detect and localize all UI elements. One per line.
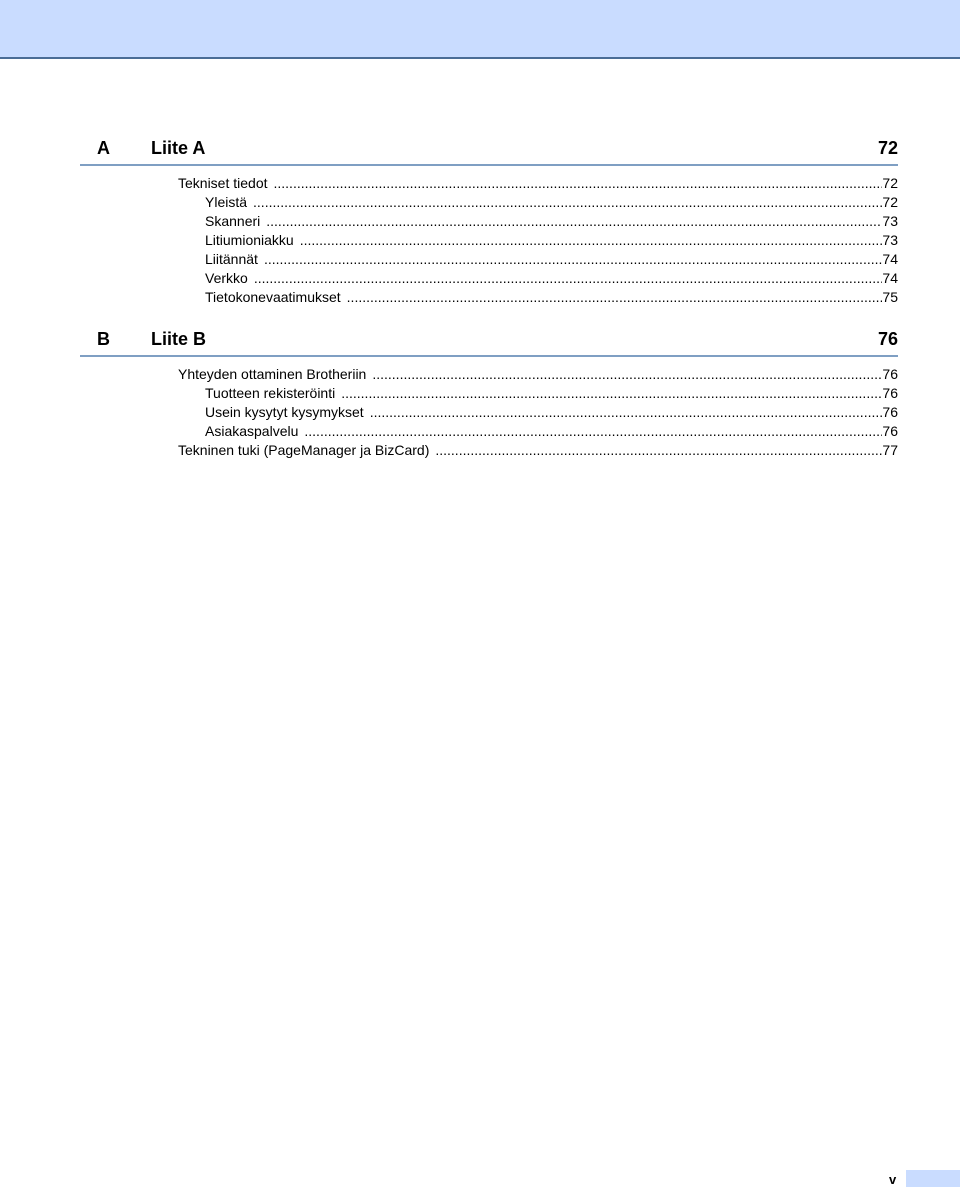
dot-leader [274,174,883,193]
chapter-b-entries [80,365,898,460]
dot-leader [341,384,882,403]
page-number: v [889,1172,897,1187]
toc-entry-page: 77 [882,442,898,458]
chapter-title: Liite B [151,329,207,349]
toc-entry[interactable] [80,288,898,307]
chapter-heading-a[interactable] [80,132,898,166]
chapter-page-number: 76 [877,329,898,349]
dot-leader [253,193,882,212]
toc-entry[interactable] [80,231,898,250]
toc-entry[interactable] [80,422,898,441]
toc-entry-label: Litiumioniakku [205,232,294,248]
toc-entry-label: Skanneri [205,213,261,229]
toc-entry-label: Yhteyden ottaminen Brotheriin [178,366,367,382]
toc-entry[interactable] [80,441,898,460]
dot-leader [347,288,883,307]
toc-entry-page: 76 [882,404,898,420]
toc-entry-page: 74 [882,270,898,286]
toc-entry[interactable] [80,174,898,193]
dot-leader [372,365,882,384]
toc-entry-page: 72 [882,194,898,210]
dot-leader [300,231,883,250]
header-band [0,0,960,59]
toc-entry-label: Tietokonevaatimukset [205,289,341,305]
chapter-letter: B [97,329,110,349]
table-of-contents [80,132,898,476]
toc-entry[interactable] [80,365,898,384]
footer-tab [906,1170,960,1187]
toc-entry[interactable] [80,403,898,422]
toc-entry-label: Tuotteen rekisteröinti [205,385,336,401]
dot-leader [266,212,882,231]
chapter-a-entries [80,174,898,307]
toc-entry-label: Liitännät [205,251,258,267]
toc-entry-page: 76 [882,423,898,439]
toc-entry-label: Asiakaspalvelu [205,423,299,439]
chapter-letter: A [97,138,110,158]
toc-entry[interactable] [80,384,898,403]
toc-entry-label: Yleistä [205,194,248,210]
toc-entry-page: 74 [882,251,898,267]
toc-entry-page: 75 [882,289,898,305]
toc-entry-page: 73 [882,213,898,229]
toc-entry-page: 76 [882,385,898,401]
toc-entry-label: Usein kysytyt kysymykset [205,404,364,420]
toc-entry[interactable] [80,193,898,212]
dot-leader [264,250,882,269]
toc-entry-label: Verkko [205,270,248,286]
toc-entry-page: 72 [882,175,898,191]
chapter-title: Liite A [151,138,206,158]
dot-leader [435,441,882,460]
toc-entry-page: 73 [882,232,898,248]
toc-entry-label: Tekninen tuki (PageManager ja BizCard) [178,442,430,458]
toc-entry[interactable] [80,269,898,288]
chapter-heading-b[interactable] [80,323,898,357]
chapter-page-number: 72 [877,138,898,158]
dot-leader [254,269,883,288]
toc-entry[interactable] [80,212,898,231]
toc-entry[interactable] [80,250,898,269]
toc-entry-label: Tekniset tiedot [178,175,268,191]
dot-leader [370,403,883,422]
dot-leader [304,422,882,441]
toc-entry-page: 76 [882,366,898,382]
